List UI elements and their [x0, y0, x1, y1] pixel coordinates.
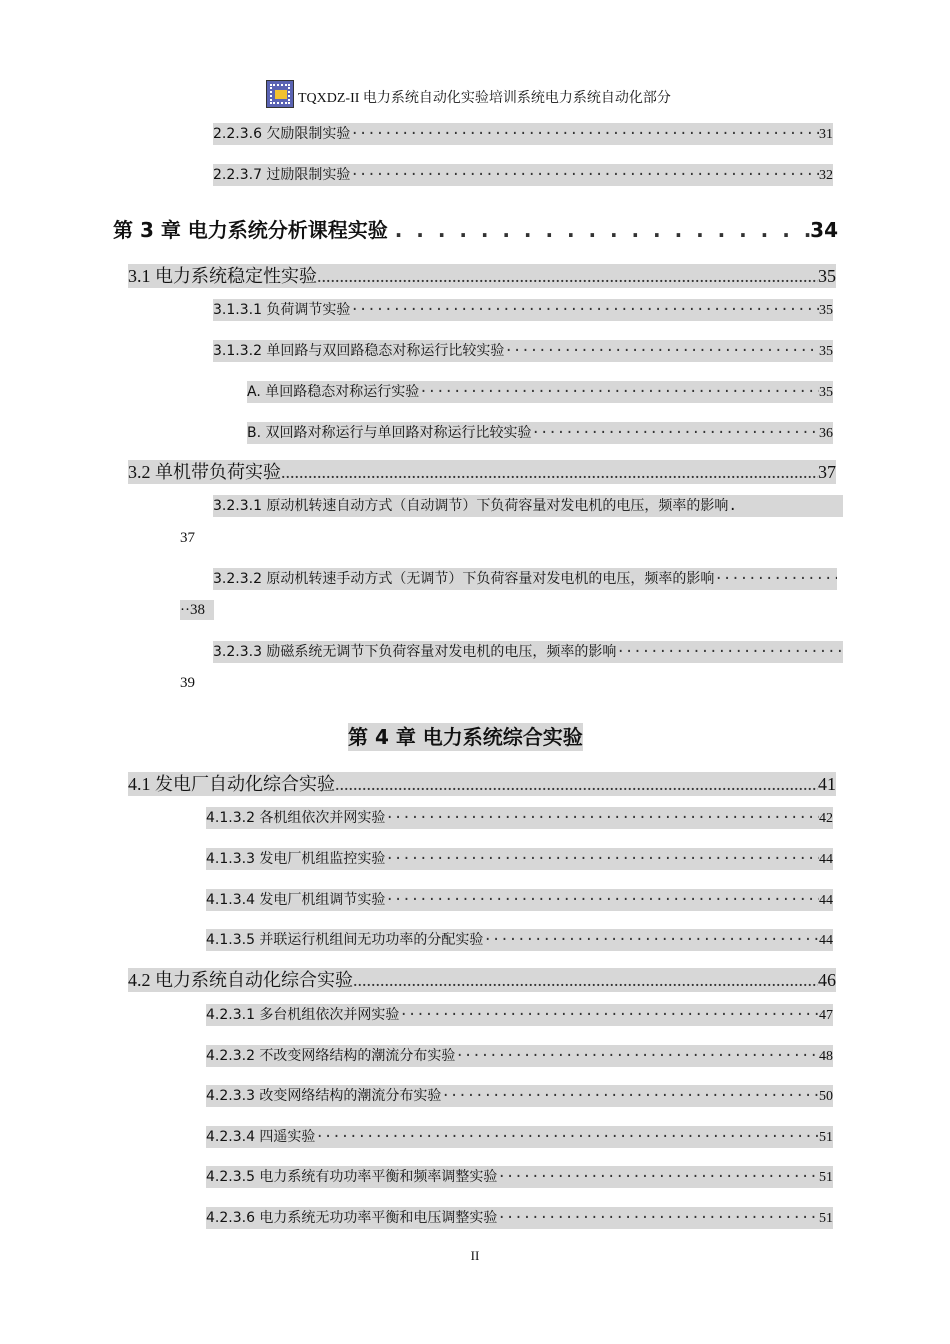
toc-entry[interactable] [213, 164, 833, 186]
toc-section-page: 46 [818, 970, 836, 990]
toc-leader [350, 164, 819, 186]
toc-entry-label: 4.2.3.3 改变网络结构的潮流分布实验 [206, 1088, 442, 1104]
toc-entry[interactable] [247, 381, 833, 403]
toc-section-entry[interactable] [128, 460, 836, 484]
toc-leader [497, 1207, 819, 1229]
toc-entry[interactable] [206, 1126, 833, 1148]
toc-entry-page: 35 [819, 303, 833, 318]
toc-section-page: 37 [818, 462, 836, 482]
toc-entry-label: 3.2.3.2 原动机转速手动方式（无调节）下负荷容量对发电机的电压，频率的影响 [213, 571, 715, 587]
toc-entry[interactable] [206, 1085, 833, 1107]
toc-entry[interactable] [213, 641, 843, 663]
toc-chapter-page: 34 [810, 218, 838, 242]
toc-entry-page-wrapped: 37 [180, 530, 195, 546]
toc-leader [532, 422, 819, 444]
toc-entry-label: 3.2.3.1 原动机转速自动方式（自动调节）下负荷容量对发电机的电压，频率的影响 [213, 498, 729, 514]
toc-section-page: 41 [818, 774, 836, 794]
toc-entry-page: 50 [819, 1089, 833, 1104]
toc-chapter-title: 第 3 章 电力系统分析课程实验 [113, 218, 388, 242]
chapter-heading: 第 4 章 电力系统综合实验 [348, 725, 583, 749]
page-number: II [470, 1248, 480, 1263]
toc-entry-label: 4.2.3.2 不改变网络结构的潮流分布实验 [206, 1048, 456, 1064]
toc-entry[interactable] [206, 1207, 833, 1229]
toc-leader [455, 1045, 819, 1067]
toc-entry[interactable] [213, 568, 837, 590]
toc-entry-page-wrapped: 39 [180, 675, 195, 691]
toc-entry[interactable] [206, 929, 833, 951]
toc-leader [616, 641, 843, 663]
toc-entry-page: 44 [819, 852, 833, 867]
toc-leader [504, 340, 819, 362]
company-logo-icon [266, 80, 294, 108]
toc-entry-page: 51 [819, 1130, 833, 1145]
toc-entry[interactable] [213, 299, 833, 321]
toc-entry[interactable] [206, 889, 833, 911]
toc-entry-label: B. 双回路对称运行与单回路对称运行比较实验 [247, 425, 532, 441]
running-header [266, 78, 671, 108]
toc-section-label: 4.1 发电厂自动化综合实验 [128, 774, 335, 794]
toc-leader [385, 889, 819, 911]
toc-leader [714, 568, 837, 590]
toc-entry[interactable] [206, 1045, 833, 1067]
toc-entry-label: 4.2.3.5 电力系统有功功率平衡和频率调整实验 [206, 1169, 498, 1185]
toc-entry-label: 4.1.3.5 并联运行机组间无功功率的分配实验 [206, 932, 484, 948]
toc-chapter-entry[interactable] [113, 216, 838, 244]
header-title: TQXDZ-II 电力系统自动化实验培训系统电力系统自动化部分 [298, 91, 671, 106]
toc-leader [353, 968, 818, 992]
toc-entry-page: 44 [819, 893, 833, 908]
toc-leader [350, 299, 819, 321]
toc-entry-page: 51 [819, 1211, 833, 1226]
toc-leader: ·· [180, 602, 190, 618]
toc-entry-page: 32 [819, 168, 833, 183]
toc-entry-page: 47 [819, 1008, 833, 1023]
toc-entry-page: 36 [819, 426, 833, 441]
toc-entry[interactable] [206, 1004, 833, 1026]
toc-entry[interactable] [213, 495, 843, 517]
toc-entry[interactable] [206, 807, 833, 829]
toc-leader [419, 381, 819, 403]
toc-leader [483, 929, 819, 951]
toc-entry-page: 42 [819, 811, 833, 826]
toc-section-label: 3.1 电力系统稳定性实验 [128, 266, 317, 286]
toc-leader [317, 264, 818, 288]
toc-leader [335, 772, 818, 796]
toc-section-label: 4.2 电力系统自动化综合实验 [128, 970, 353, 990]
toc-entry-page: 31 [819, 127, 833, 142]
toc-entry-label: A. 单回路稳态对称运行实验 [247, 384, 420, 400]
toc-entry[interactable] [206, 1166, 833, 1188]
toc-leader [399, 1004, 819, 1026]
toc-leader [350, 123, 819, 145]
toc-section-entry[interactable] [128, 772, 836, 796]
toc-section-entry[interactable] [128, 264, 836, 288]
toc-section-label: 3.2 单机带负荷实验 [128, 462, 281, 482]
toc-entry[interactable] [213, 123, 833, 145]
toc-entry-label: 4.1.3.2 各机组依次并网实验 [206, 810, 386, 826]
toc-entry-page: 38 [190, 602, 205, 618]
toc-section-entry[interactable] [128, 968, 836, 992]
toc-entry[interactable] [206, 848, 833, 870]
toc-leader: . [728, 498, 737, 514]
toc-entry-label: 4.2.3.6 电力系统无功功率平衡和电压调整实验 [206, 1210, 498, 1226]
toc-entry-page: 48 [819, 1049, 833, 1064]
toc-leader [281, 460, 818, 484]
toc-entry-label: 3.1.3.1 负荷调节实验 [213, 302, 351, 318]
toc-entry-page: 35 [819, 344, 833, 359]
toc-entry-label: 3.1.3.2 单回路与双回路稳态对称运行比较实验 [213, 343, 505, 359]
toc-section-page: 35 [818, 266, 836, 286]
toc-leader [388, 216, 810, 244]
toc-leader [497, 1166, 819, 1188]
toc-entry-label: 2.2.3.6 欠励限制实验 [213, 126, 351, 142]
toc-entry-label: 2.2.3.7 过励限制实验 [213, 167, 351, 183]
toc-leader [385, 848, 819, 870]
toc-entry[interactable] [247, 422, 833, 444]
toc-entry-label: 3.2.3.3 励磁系统无调节下负荷容量对发电机的电压，频率的影响 [213, 644, 617, 660]
toc-entry-page-wrapped [180, 600, 214, 620]
toc-entry-page: 44 [819, 933, 833, 948]
toc-leader [385, 807, 819, 829]
toc-entry-page: 35 [819, 385, 833, 400]
toc-entry-label: 4.2.3.1 多台机组依次并网实验 [206, 1007, 400, 1023]
toc-entry-label: 4.2.3.4 四遥实验 [206, 1129, 316, 1145]
toc-leader [441, 1085, 819, 1107]
toc-leader [315, 1126, 819, 1148]
toc-entry-page: 51 [819, 1170, 833, 1185]
toc-entry[interactable] [213, 340, 833, 362]
toc-entry-label: 4.1.3.4 发电厂机组调节实验 [206, 892, 386, 908]
toc-entry-label: 4.1.3.3 发电厂机组监控实验 [206, 851, 386, 867]
